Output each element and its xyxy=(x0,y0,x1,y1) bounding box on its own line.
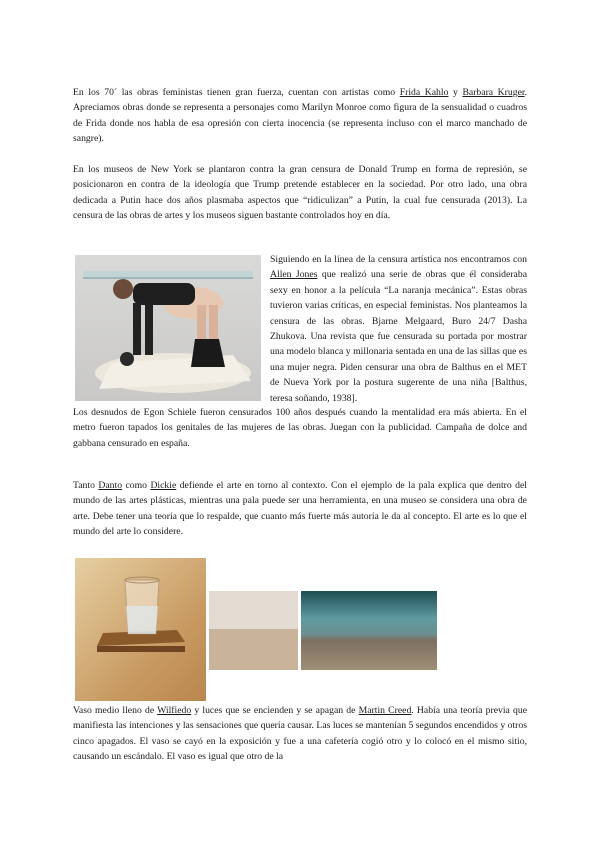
paragraph-allen-jones xyxy=(270,252,527,406)
text: . Había una teoría previa que manifiesta las intenciones y las sensaciones que quería causar. Las luces se mantenían 5 segundos encendidos y otros cinco apagados. El vaso se cayó en la exposición y fue a una cafetería cogió otro y lo colocó en el mismo sitio, causando un escándalo. El vaso es igual que otro de la xyxy=(73,705,528,763)
allen-jones-table-sculpture-image xyxy=(75,255,261,401)
text: En los 70´ las obras feministas tienen gran fuerza, cuentan con artistas como xyxy=(73,87,400,98)
link-barbara-kruger[interactable]: Barbara Kruger xyxy=(462,87,525,98)
link-danto[interactable]: Danto xyxy=(98,480,123,491)
sculpture-illustration xyxy=(75,255,261,401)
text: que realizó una serie de obras que él consideraba sexy en honor a la película “La naranja mecánica”. Estas obras tuvieron varias críticas, en especial feministas. Nos planteamos la censura de las obras. Bjarne Melgaard, Buro 24/7 Dasha Zhukova. Una revista que fue censurada su portada por mostrar una modelo blanca y millonaria sentada en una de las sillas que es una mujer negra. Piden censurar una obra de Balthus en el MET de Nueva York por la postura sugerente de una niña [Balthus, teresa soñando, 1938]. xyxy=(270,269,527,404)
text: Vaso medio lleno de xyxy=(73,705,158,716)
glass-illustration xyxy=(75,558,206,701)
link-frida-kahlo[interactable]: Frida Kahlo xyxy=(399,87,449,98)
glass-of-water-image xyxy=(75,558,206,701)
text: como xyxy=(122,480,151,491)
text: Siguiendo en la línea de la censura artística nos encontramos con xyxy=(270,254,527,265)
text: y luces que se encienden y se apagan de xyxy=(191,705,359,716)
text: y xyxy=(448,87,463,98)
text: Tanto xyxy=(73,480,99,491)
paragraph-martin-creed xyxy=(73,703,527,765)
text: defiende el arte en torno al contexto. Con el ejemplo de la pala explica que dentro del mundo de las artes plásticas, mientras una pala puede ser una herramienta, en una museo se considera una obra de arte. Debe tener una teoría que lo respalde, que cuanto más fuerte más autoría le da al concepto. El arte es lo que el mundo del arte lo considere. xyxy=(73,480,527,538)
link-martin-creed[interactable]: Martin Creed xyxy=(358,705,412,716)
paragraph-danto-dickie xyxy=(73,478,527,540)
link-wilfiedo[interactable]: Wilfiedo xyxy=(157,705,192,716)
paragraph-egon-schiele: Los desnudos de Egon Schiele fueron censurados 100 años después cuando la mentalidad era más abierta. En el metro fueron tapados los genitales de las mujeres de las obras. Juegan con la publicidad. Campaña de dolce and gabbana censurado en españa. xyxy=(73,407,527,449)
paragraph-new-york-museums: En los museos de New York se plantaron contra la gran censura de Donald Trump en forma de represión, se posicionaron en contra de la ideología que Trump pretende establecer en la sociedad. Por otro lado, una obra dedicada a Putin hace dos años plasmaba aspectos que “ridiculizan” a Putin, la cual fue censurada (2013). La censura de las obras de artes y los museos siguen bastante controlados hoy en día. xyxy=(73,164,527,222)
paragraph-feminism xyxy=(73,85,527,147)
link-dickie[interactable]: Dickie xyxy=(150,480,177,491)
link-allen-jones[interactable]: Allen Jones xyxy=(270,269,318,281)
empty-room-lights-off-image xyxy=(301,591,437,670)
empty-room-lights-on-image xyxy=(209,591,298,670)
text: . Apreciamos obras donde se representa a personajes como Marilyn Monroe como figura de la sensualidad o cuadros de Frida donde nos habla de esa opresión con cierta inocencia (se representa incluso con el marco manchado de sangre). xyxy=(73,87,527,145)
